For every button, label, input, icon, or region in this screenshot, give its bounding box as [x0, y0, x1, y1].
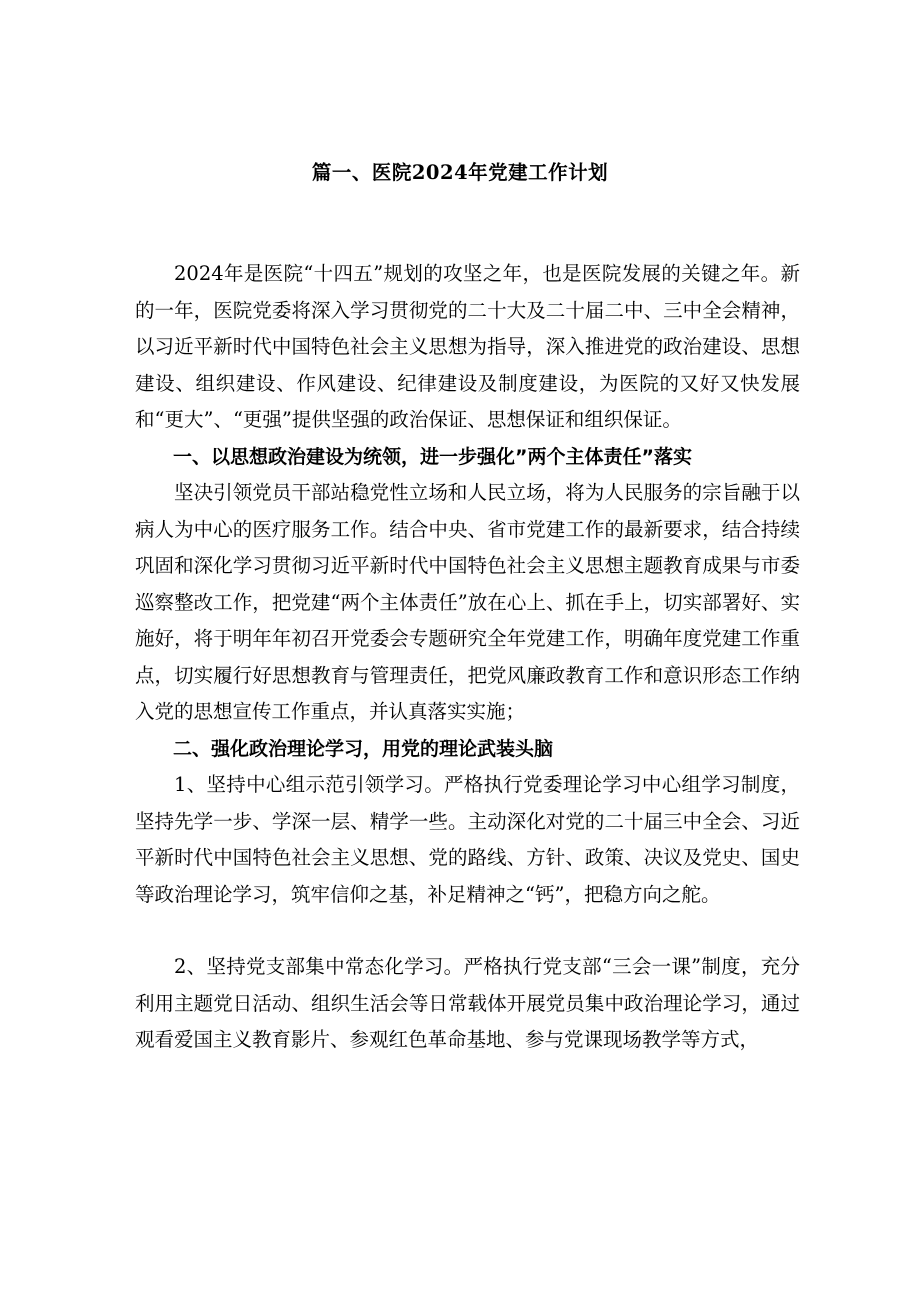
document-title: 篇一、医院2024年党建工作计划 [311, 161, 609, 184]
intro-paragraph: 2024年是医院“十四五”规划的攻坚之年，也是医院发展的关键之年。新的一年，医院党委将深入学习贯彻党的二十大及二十届二中、三中全会精神，以习近平新时代中国特色社会主义思想为指导，深入推进党的政治建设、思想建设、组织建设、作风建设、纪律建设及制度建设，为医院的又好又快发展和“更大”、“更强”提供坚强的政治保证、思想保证和组织保证。 [135, 262, 800, 431]
section-1-heading: 一、以思想政治建设为统领，进一步强化”两个主体责任”落实 [173, 445, 692, 468]
document-body [135, 256, 800, 1059]
section-1-paragraph: 坚决引领党员干部站稳党性立场和人民立场，将为人民服务的宗旨融于以病人为中心的医疗服务工作。结合中央、省市党建工作的最新要求，结合持续巩固和深化学习贯彻习近平新时代中国特色社会主义思想主题教育成果与市委巡察整改工作，把党建“两个主体责任”放在心上、抓在手上，切实部署好、实施好，将于明年年初召开党委会专题研究全年党建工作，明确年度党建工作重点，切实履行好思想教育与管理责任，把党风廉政教育工作和意识形态工作纳入党的思想宣传工作重点，并认真落实实施； [135, 481, 800, 723]
section-2-item-2: 2、坚持党支部集中常态化学习。严格执行党支部“三会一课”制度，充分利用主题党日活动、组织生活会等日常载体开展党员集中政治理论学习，通过观看爱国主义教育影片、参观红色革命基地、参与党课现场教学等方式， [135, 955, 800, 1051]
section-2-item-1: 1、坚持中心组示范引领学习。严格执行党委理论学习中心组学习制度，坚持先学一步、学深一层、精学一些。主动深化对党的二十届三中全会、习近平新时代中国特色社会主义思想、党的路线、方针、政策、决议及党史、国史等政治理论学习，筑牢信仰之基，补足精神之“钙”，把稳方向之舵。 [135, 773, 800, 906]
section-2-heading: 二、强化政治理论学习，用党的理论武装头脑 [173, 737, 554, 760]
paragraph-gap [135, 913, 800, 949]
